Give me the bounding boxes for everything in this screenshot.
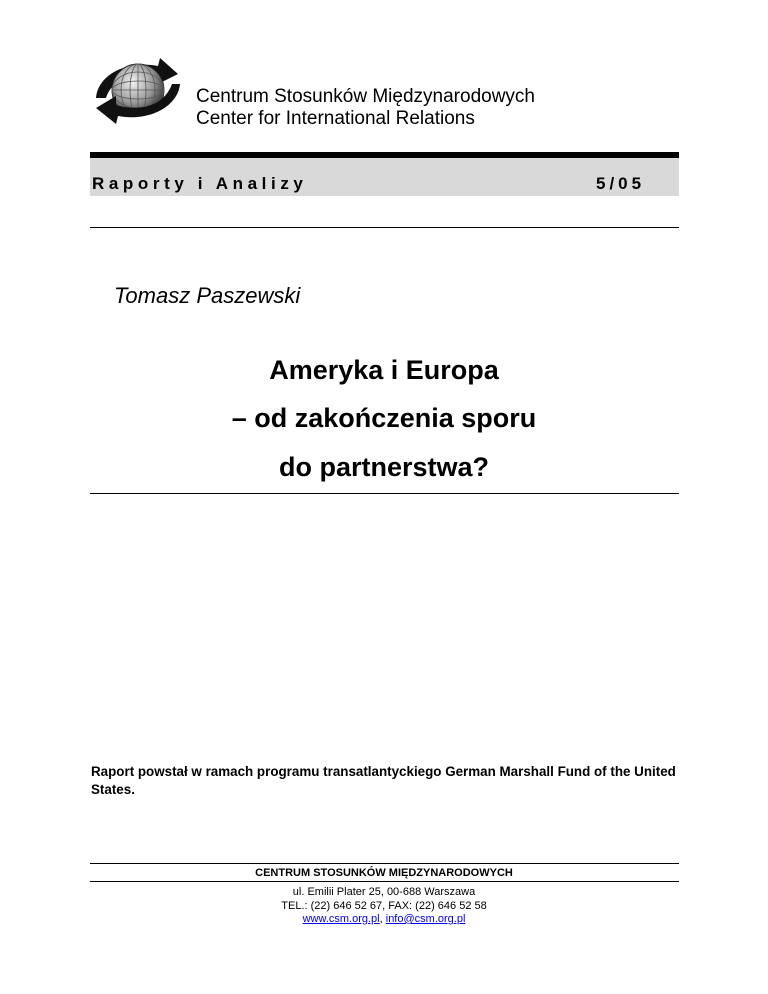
divider-under-band <box>90 227 679 228</box>
website-link[interactable]: www.csm.org.pl <box>302 913 380 925</box>
org-name-polish: Centrum Stosunków Międzynarodowych <box>196 86 535 107</box>
issue-number: 5/05 <box>596 174 646 193</box>
report-title-line-3: do partnerstwa? <box>278 452 490 482</box>
globe-with-arrows-icon <box>88 54 184 126</box>
footer-organization: CENTRUM STOSUNKÓW MIĘDZYNARODOWYCH <box>255 867 513 879</box>
footer-bottom-rule <box>90 881 679 882</box>
footer-address: ul. Emilii Plater 25, 00-688 Warszawa <box>292 886 476 898</box>
footer-phone: TEL.: (22) 646 52 67, FAX: (22) 646 52 58 <box>281 900 487 912</box>
series-title: Raporty i Analizy <box>92 174 308 193</box>
funding-note: Raport powstał w ramach programu transatlantyckiego German Marshall Fund of the United States. <box>91 764 676 797</box>
report-title-line-2: – od zakończenia sporu <box>231 403 537 433</box>
report-title-line-1: Ameryka i Europa <box>269 355 499 385</box>
link-separator: , <box>379 913 383 925</box>
author-name: Tomasz Paszewski <box>114 283 301 308</box>
email-link[interactable]: info@csm.org.pl <box>385 913 466 925</box>
footer-contact-links <box>0 913 768 925</box>
organization-names <box>196 86 535 130</box>
divider-under-title <box>90 493 679 494</box>
footer-top-rule <box>90 863 679 864</box>
org-name-english: Center for International Relations <box>196 108 475 129</box>
